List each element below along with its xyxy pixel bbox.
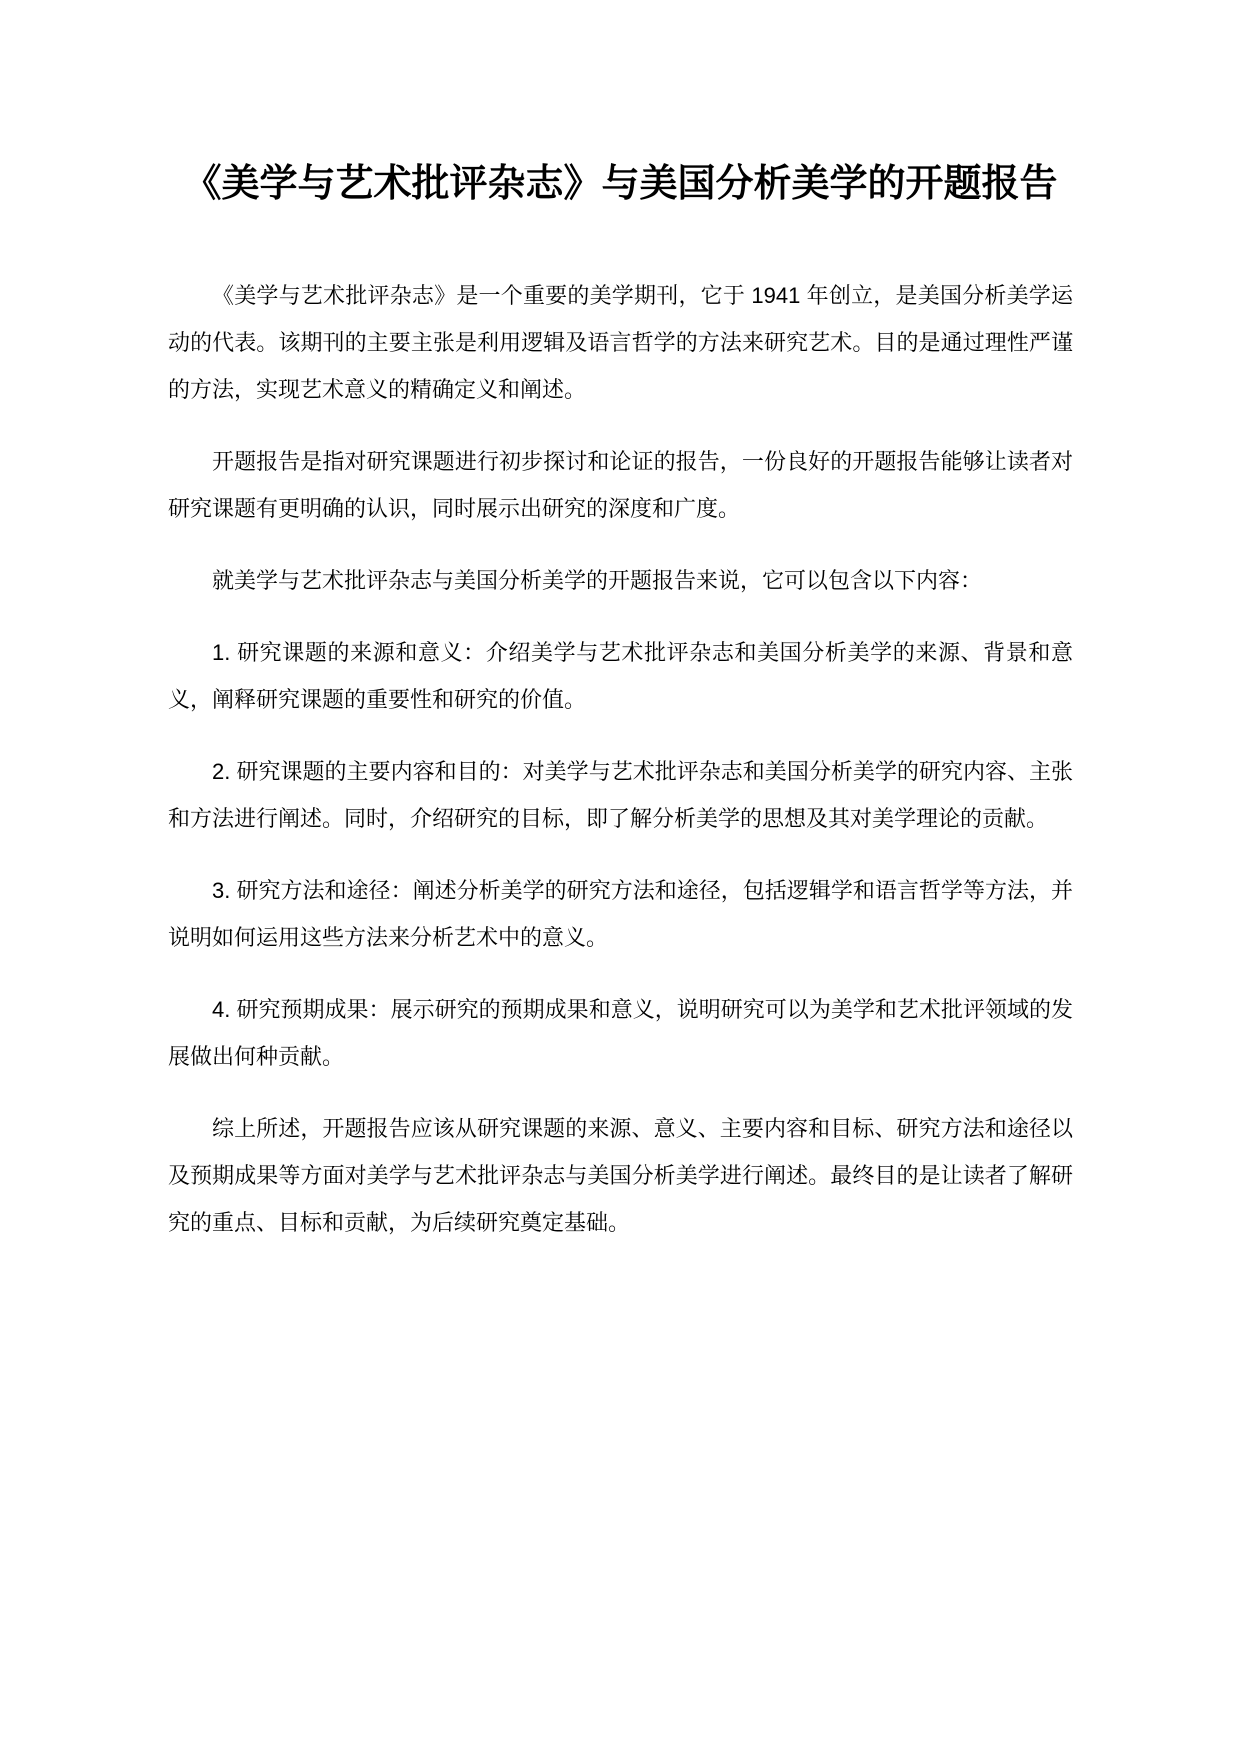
paragraph-item-1-source-significance: 1. 研究课题的来源和意义：介绍美学与艺术批评杂志和美国分析美学的来源、背景和意义，阐释研究课题的重要性和研究的价值。 [168, 640, 1073, 712]
document-content [168, 0, 1073, 1246]
document-body [168, 272, 1073, 1246]
paragraph-conclusion: 综上所述，开题报告应该从研究课题的来源、意义、主要内容和目标、研究方法和途径以及预期成果等方面对美学与艺术批评杂志与美国分析美学进行阐述。最终目的是让读者了解研究的重点、目标和贡献，为后续研究奠定基础。 [168, 1116, 1073, 1235]
paragraph-item-4-expected-results: 4. 研究预期成果：展示研究的预期成果和意义，说明研究可以为美学和艺术批评领域的发展做出何种贡献。 [168, 997, 1073, 1069]
paragraph-proposal-definition: 开题报告是指对研究课题进行初步探讨和论证的报告，一份良好的开题报告能够让读者对研究课题有更明确的认识，同时展示出研究的深度和广度。 [168, 449, 1073, 521]
document-title: 《美学与艺术批评杂志》与美国分析美学的开题报告 [183, 163, 1058, 205]
paragraph-item-2-content-purpose: 2. 研究课题的主要内容和目的：对美学与艺术批评杂志和美国分析美学的研究内容、主张和方法进行阐述。同时，介绍研究的目标，即了解分析美学的思想及其对美学理论的贡献。 [168, 759, 1073, 831]
paragraph-intro-journal: 《美学与艺术批评杂志》是一个重要的美学期刊，它于 1941 年创立，是美国分析美学运动的代表。该期刊的主要主张是利用逻辑及语言哲学的方法来研究艺术。目的是通过理性严谨的方法，实现艺术意义的精确定义和阐述。 [168, 283, 1073, 402]
paragraph-contents-lead-in: 就美学与艺术批评杂志与美国分析美学的开题报告来说，它可以包含以下内容： [212, 568, 983, 593]
paragraph-item-3-methods: 3. 研究方法和途径：阐述分析美学的研究方法和途径，包括逻辑学和语言哲学等方法，并说明如何运用这些方法来分析艺术中的意义。 [168, 878, 1073, 950]
